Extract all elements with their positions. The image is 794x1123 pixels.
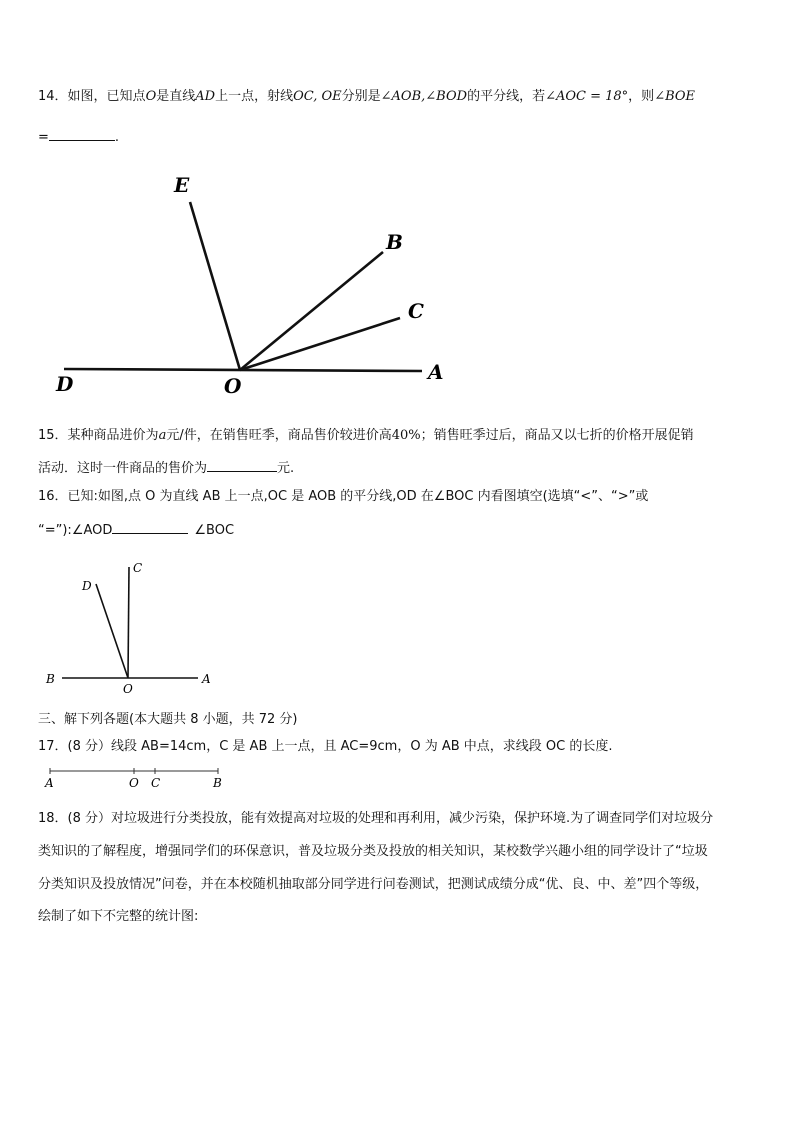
q14-equals: = [38, 130, 49, 145]
q16-text-2: “=”):∠AOD [38, 523, 113, 538]
q15-text-4: 活动．这时一件商品的售价为 [38, 461, 208, 476]
label-a: A [428, 360, 444, 384]
q18-text-2: 类知识的了解程度，增强同学们的环保意识，普及垃圾分类及投放的相关知识，某校数学兴趣小组的同学设计了“垃圾 [38, 844, 708, 859]
q14-rays: OC, OE [293, 89, 342, 104]
q18-text-1: 18．(8 分）对垃圾进行分类投放，能有效提高对垃圾的处理和再利用，减少污染，保护环境.为了调查同学们对垃圾分 [38, 811, 714, 826]
label-a: A [45, 776, 54, 790]
label-c: C [151, 776, 161, 790]
label-d: D [56, 372, 74, 396]
q14-end: . [114, 130, 120, 145]
q15-number: 15． [38, 428, 68, 443]
q14-number: 14． [38, 89, 68, 104]
label-c: C [133, 561, 143, 575]
q18-line4 [38, 908, 198, 926]
q15-text-3: ；销售旺季过后，商品又以七折的价格开展促销 [420, 428, 694, 443]
q14-text-2: 是直线 [156, 89, 196, 104]
label-o: O [123, 682, 133, 696]
q18-line1 [38, 810, 713, 828]
q18-line2 [38, 843, 708, 861]
q14-point-o: O [145, 89, 157, 104]
q18-text-3: 分类知识及投放情况”问卷，并在本校随机抽取部分同学进行问卷测试，把测试成绩分成“优、良、中、差”四个等级， [38, 877, 709, 892]
section-3-text: 三、解下列各题(本大题共 8 小题，共 72 分) [38, 712, 298, 727]
q14-target-angle: ∠BOE [654, 89, 696, 104]
label-o: O [129, 776, 139, 790]
q15-text-2: 元/件，在销售旺季，商品售价较进价高 [166, 428, 392, 443]
q14-text-4: 分别是 [341, 89, 381, 104]
q14-text-3: 上一点，射线 [215, 89, 294, 104]
q15-variable-a: a [158, 428, 167, 443]
q15-text-1: 某种商品进价为 [67, 428, 159, 443]
q14-angles: ∠AOB,∠BOD [380, 89, 468, 104]
label-b: B [386, 230, 403, 254]
q14-line-ad: AD [195, 89, 216, 104]
label-o: O [224, 374, 242, 398]
label-a: A [202, 672, 211, 686]
q14-text-1: 如图，已知点 [67, 89, 146, 104]
q14-condition: ∠AOC = 18° [545, 89, 629, 104]
q17-text: 17．(8 分）线段 AB=14cm，C 是 AB 上一点，且 AC=9cm，O 为 AB 中点，求线段 OC 的长度. [38, 739, 613, 754]
q14-text-5: 的平分线，若 [467, 89, 546, 104]
label-b: B [213, 776, 222, 790]
label-d: D [82, 579, 92, 593]
label-c: C [408, 299, 424, 323]
label-b: B [46, 672, 55, 686]
label-e: E [174, 173, 190, 197]
q15-percent: 40% [391, 428, 421, 443]
q16-text-1: 16．已知:如图,点 O 为直线 AB 上一点,OC 是 AOB 的平分线,OD 在∠BOC 内看图填空(选填“<”、“>”或 [38, 489, 649, 504]
q18-text-4: 绘制了如下不完整的统计图: [38, 909, 199, 924]
q18-line3 [38, 876, 708, 894]
q14-text-6: ，则 [628, 89, 655, 104]
q15-unit: 元. [277, 461, 295, 476]
q16-text-3: ∠BOC [194, 523, 235, 538]
